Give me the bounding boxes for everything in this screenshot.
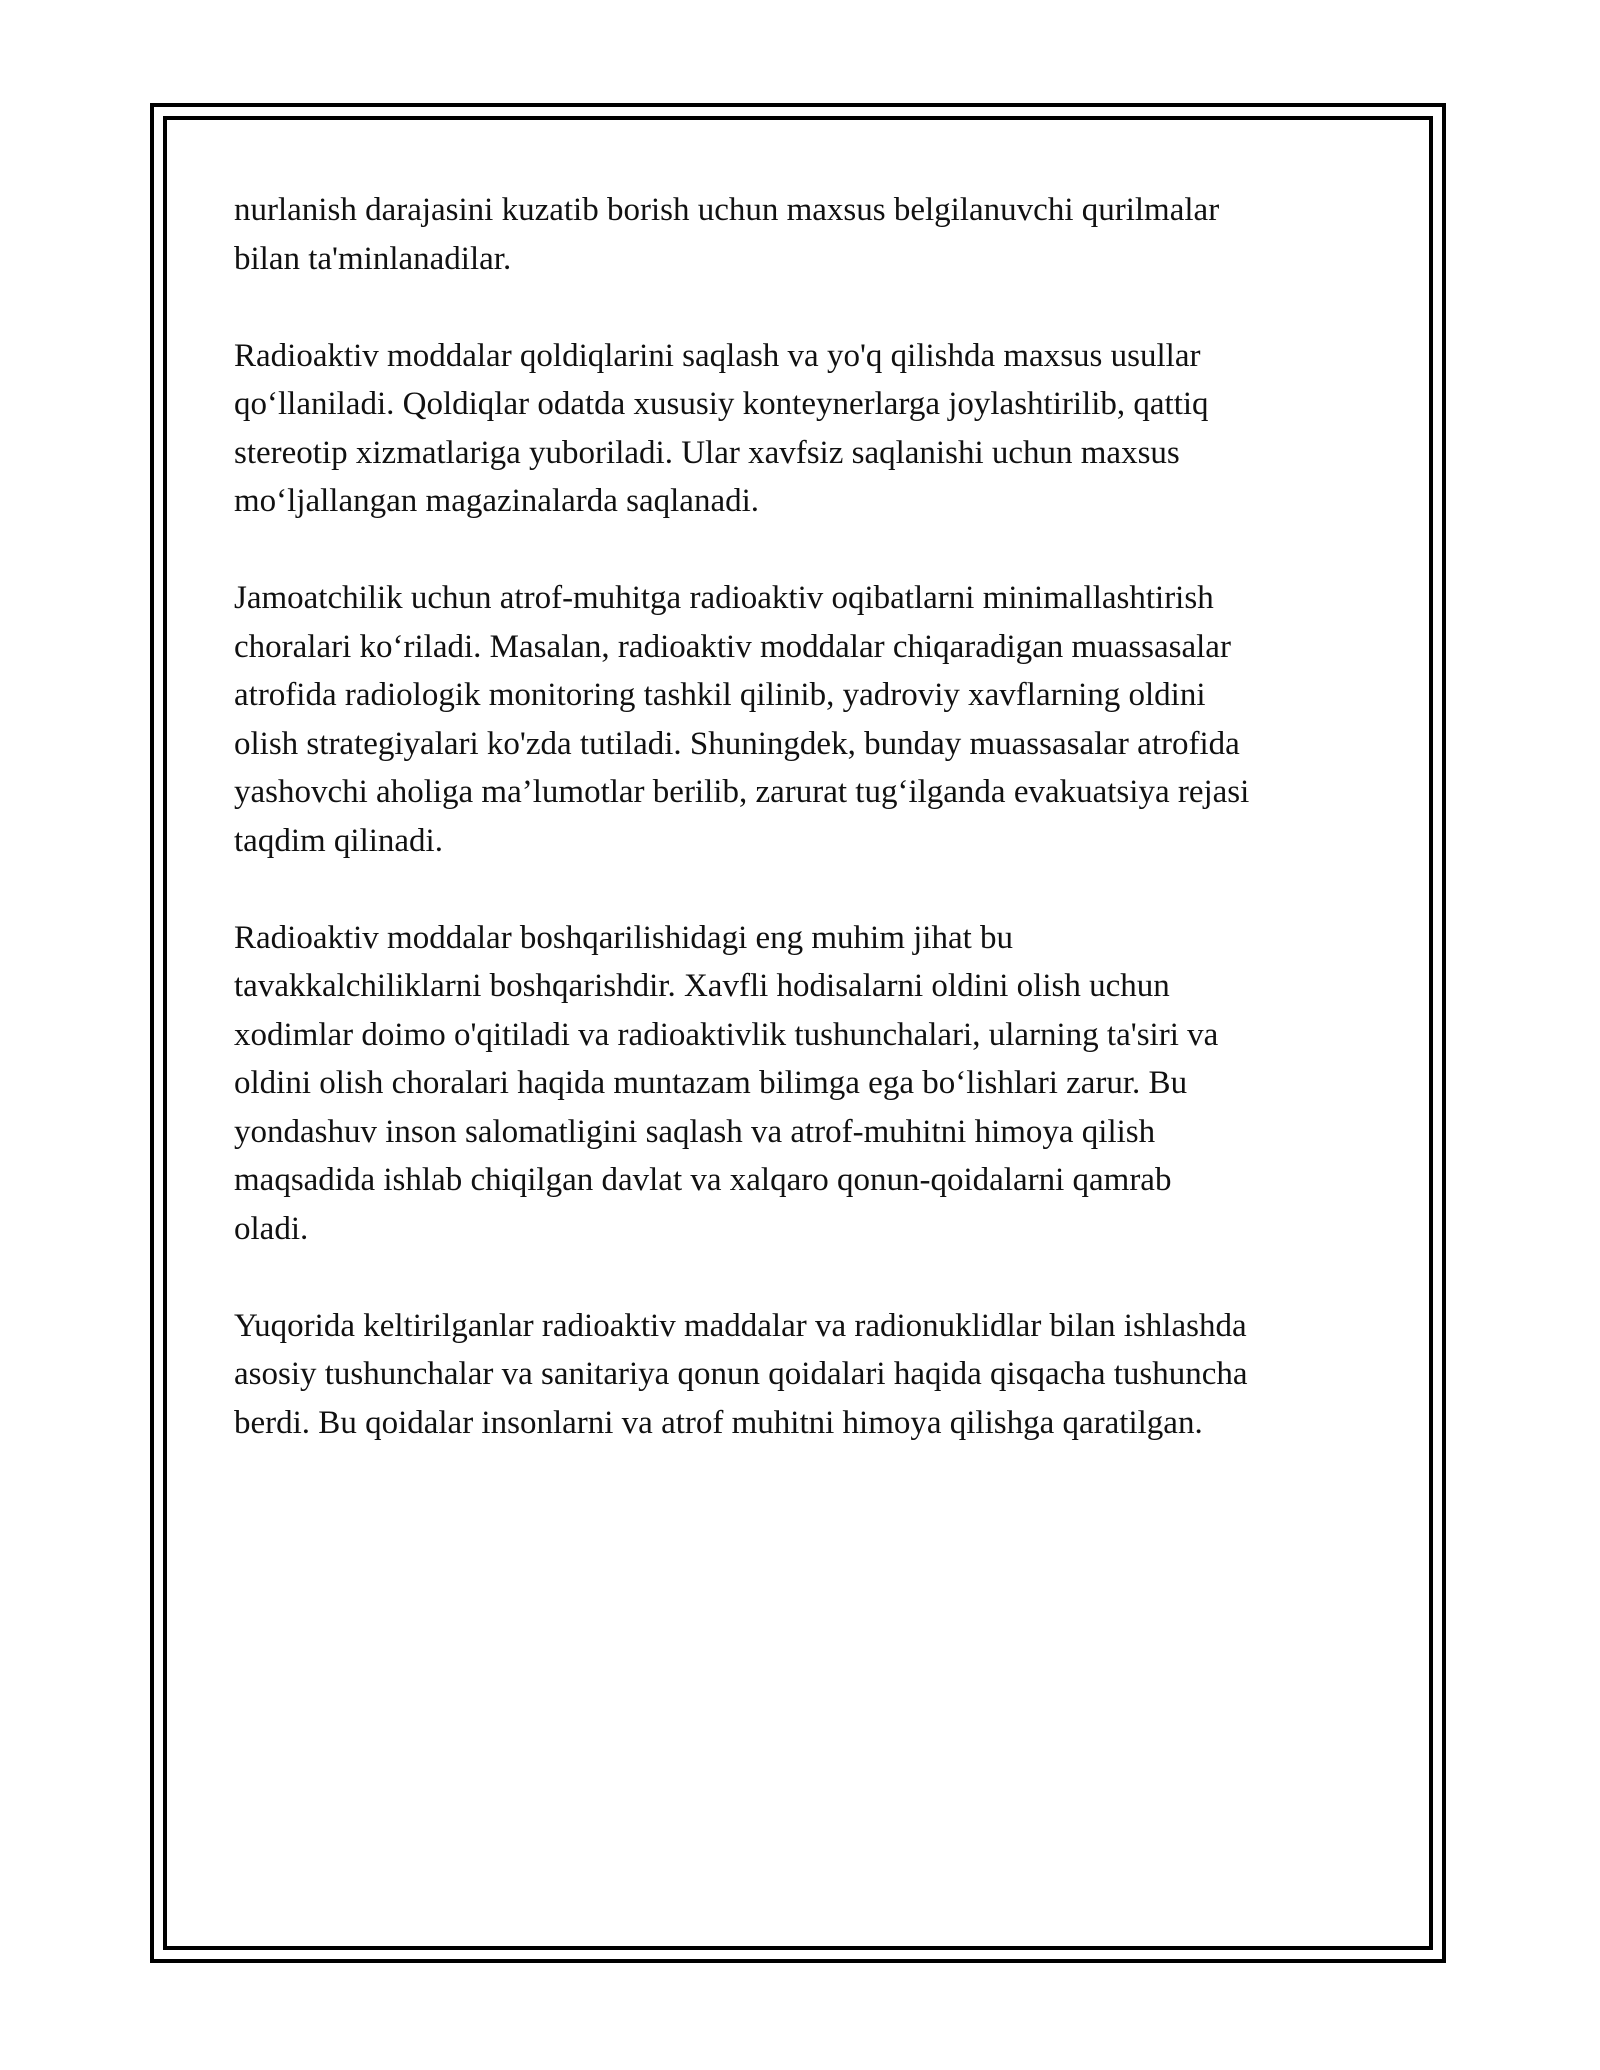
text-line: stereotip xizmatlariga yuboriladi. Ular xavfsiz saqlanishi uchun maxsus: [234, 434, 1180, 471]
paragraph-5: [234, 1302, 1384, 1448]
text-line: olish strategiyalari ko'zda tutiladi. Shuningdek, bunday muassasalar atrofida: [234, 725, 1240, 762]
text-line: oladi.: [234, 1210, 309, 1247]
text-line: tavakkalchiliklarni boshqarishdir. Xavfli hodisalarni oldini olish uchun: [234, 968, 1170, 1004]
paragraph-4: [234, 914, 1384, 1254]
paragraph-1: [234, 186, 1384, 283]
text-line: taqdim qilinadi.: [234, 822, 443, 859]
text-line: Jamoatchilik uchun atrof-muhitga radioaktiv oqibatlarni minimallashtirish: [234, 580, 1214, 616]
text-line: qo‘llaniladi. Qoldiqlar odatda xususiy konteynerlarga joylashtirilib, qattiq: [234, 386, 1209, 422]
text-line: Radioaktiv moddalar boshqarilishidagi eng muhim jihat bu: [234, 919, 1014, 956]
text-line: oldini olish choralari haqida muntazam bilimga ega bo‘lishlari zarur. Bu: [234, 1065, 1188, 1101]
text-line: maqsadida ishlab chiqilgan davlat va xalqaro qonun-qoidalarni qamrab: [234, 1162, 1172, 1198]
text-line: Radioaktiv moddalar qoldiqlarini saqlash va yo'q qilishda maxsus usullar: [234, 337, 1201, 374]
text-line: xodimlar doimo o'qitiladi va radioaktivlik tushunchalari, ularning ta'siri va: [234, 1016, 1219, 1053]
text-line: choralari ko‘riladi. Masalan, radioaktiv moddalar chiqaradigan muassasalar: [234, 628, 1231, 665]
text-line: asosiy tushunchalar va sanitariya qonun qoidalari haqida qisqacha tushuncha: [234, 1356, 1248, 1392]
text-line: nurlanish darajasini kuzatib borish uchun maxsus belgilanuvchi qurilmalar: [234, 192, 1220, 228]
paragraph-2: [234, 332, 1384, 526]
text-line: bilan ta'minlanadilar.: [234, 240, 512, 277]
text-line: mo‘ljallangan magazinalarda saqlanadi.: [234, 483, 760, 519]
text-line: atrofida radiologik monitoring tashkil qilinib, yadroviy xavflarning oldini: [234, 677, 1206, 713]
text-line: Yuqorida keltirilganlar radioaktiv maddalar va radionuklidlar bilan ishlashda: [234, 1307, 1247, 1344]
text-line: yashovchi aholiga ma’lumotlar berilib, zarurat tug‘ilganda evakuatsiya rejasi: [234, 774, 1250, 810]
document-body: [234, 186, 1384, 1496]
text-line: berdi. Bu qoidalar insonlarni va atrof muhitni himoya qilishga qaratilgan.: [234, 1404, 1203, 1441]
text-line: yondashuv inson salomatligini saqlash va atrof-muhitni himoya qilish: [234, 1113, 1156, 1150]
paragraph-3: [234, 574, 1384, 865]
